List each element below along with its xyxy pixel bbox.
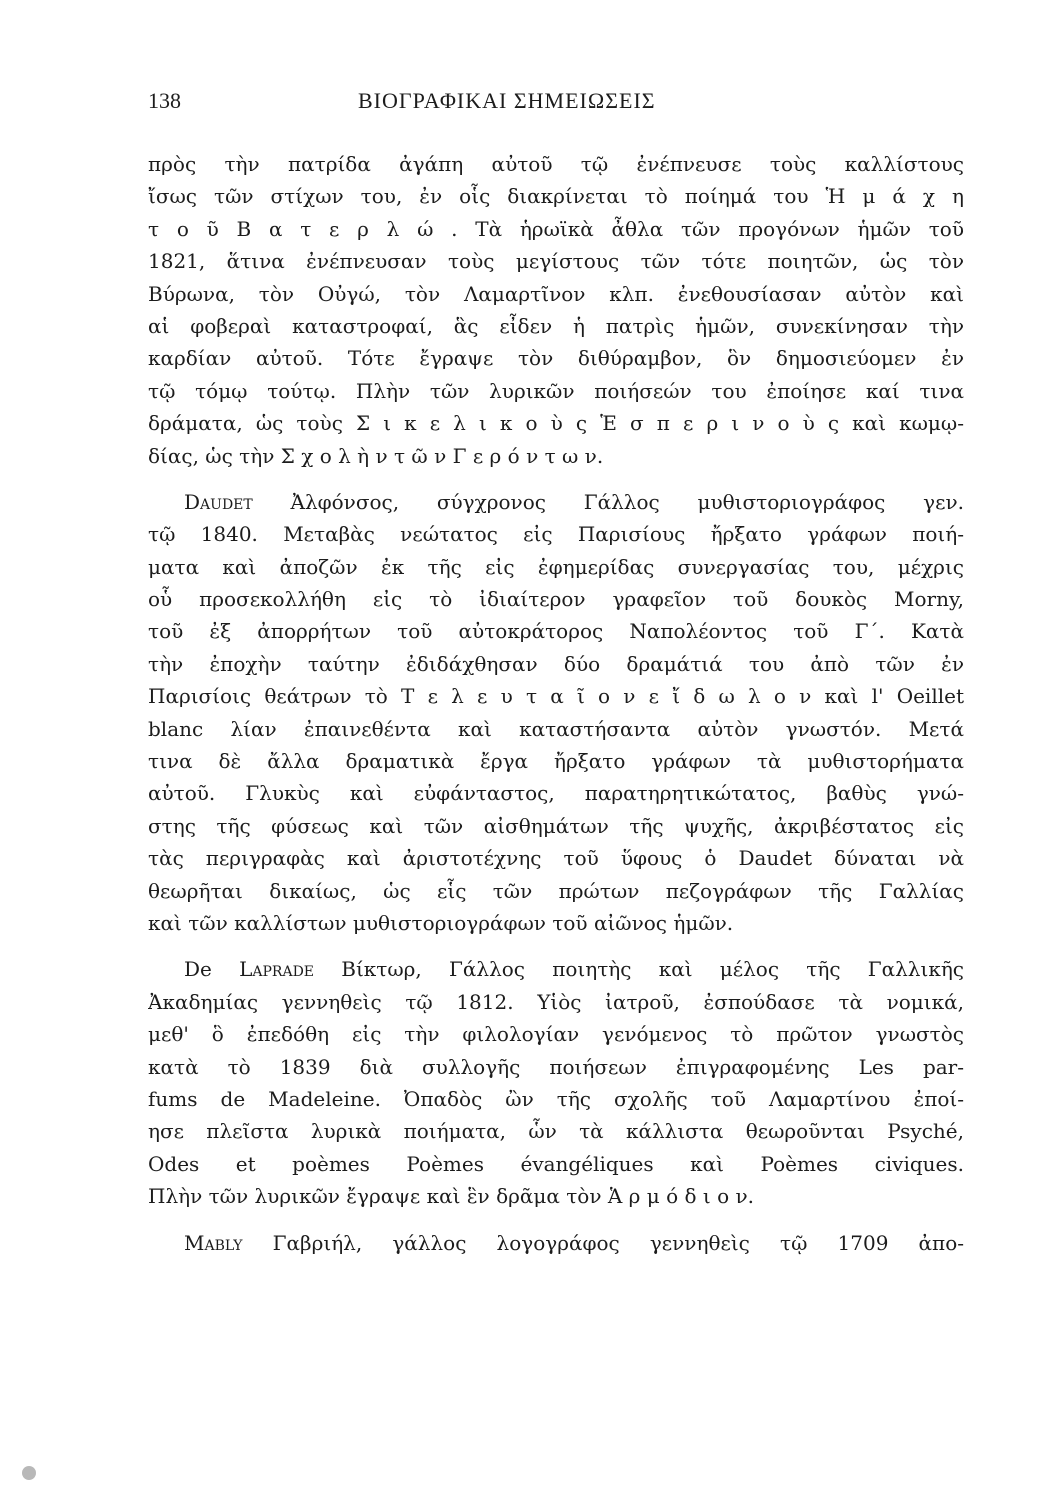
text-line: καρδίαν αὐτοῦ. Τότε ἔγραψε τὸν διθύραμβον, ὃν δημοσιεύομεν ἐν (148, 346, 964, 371)
entry-name: Laprade (239, 957, 315, 982)
entry-first-line-text: Γαβριήλ, γάλλος λογογράφος γεννηθεὶς τῷ 1709 ἀπο- (242, 1230, 964, 1255)
entry-daudet (148, 486, 964, 939)
entry-mably (148, 1227, 964, 1259)
text-line: μεθ' ὃ ἐπεδόθη εἰς τὴν φιλολογίαν γενόμενος τὸ πρῶτον γνωστὸς (148, 1022, 964, 1047)
text-line: Πλὴν τῶν λυρικῶν ἔγραψε καὶ ἓν δρᾶμα τὸν Ἁ ρ μ ό δ ι ο ν. (148, 1184, 755, 1209)
text-line: οὗ προσεκολλήθη εἰς τὸ ἰδιαίτερον γραφεῖον τοῦ δουκὸς Morny, (148, 587, 964, 612)
entry-laprade (148, 953, 964, 1212)
text-line: τοῦ ἐξ ἀπορρήτων τοῦ αὐτοκράτορος Ναπολέοντος τοῦ Γ΄. Κατὰ (148, 619, 964, 644)
text-line: ματα καὶ ἀποζῶν ἐκ τῆς εἰς ἐφημερίδας συνεργασίας του, μέχρις (148, 554, 964, 579)
entry-first-line-text: Ἀλφόνσος, σύγχρονος Γάλλος μυθιστοριογράφος γεν. (252, 489, 964, 514)
entry-first-line (148, 1227, 964, 1259)
text-line: αἱ φοβεραὶ καταστροφαί, ἃς εἶδεν ἡ πατρὶς ἡμῶν, συνεκίνησαν τὴν (148, 313, 964, 338)
entry-name: Daudet (184, 489, 253, 514)
entry-first-line (148, 953, 964, 985)
text-line: τινα δὲ ἄλλα δραματικὰ ἔργα ἤρξατο γράφων τὰ μυθιστορήματα (148, 749, 964, 774)
entry-name-prefix: De (184, 957, 240, 982)
text-line: τὴν ἐποχὴν ταύτην ἐδιδάχθησαν δύο δραμάτιά του ἀπὸ τῶν ἐν (148, 651, 964, 676)
entry-first-line-text: Βίκτωρ, Γάλλος ποιητὴς καὶ μέλος τῆς Γαλλικῆς (314, 957, 964, 982)
text-line: Παρισίοις θεάτρων τὸ Τ ε λ ε υ τ α ῖ ο ν ε ἴ δ ω λ ο ν καὶ l' Oeillet (148, 684, 964, 709)
text-line: ησε πλεῖστα λυρικὰ ποιήματα, ὧν τὰ κάλλιστα θεωροῦνται Psyché, (148, 1119, 964, 1144)
text-line: καὶ τῶν καλλίστων μυθιστοριογράφων τοῦ αἰῶνος ἡμῶν. (148, 910, 734, 935)
paragraph-continuation (148, 148, 964, 472)
text-line: blanc λίαν ἐπαινεθέντα καὶ καταστήσαντα αὐτὸν γνωστόν. Μετά (148, 716, 964, 741)
page-body (148, 148, 964, 1259)
text-line: δράματα, ὡς τοὺς Σ ι κ ε λ ι κ ο ὺ ς Ἑ σ π ε ρ ι ν ο ὺ ς καὶ κωμῳ- (148, 411, 964, 436)
running-title: ΒΙΟΓΡΑΦΙΚΑΙ ΣΗΜΕΙΩΣΕΙΣ (358, 88, 656, 113)
text-line: τῷ τόμῳ τούτῳ. Πλὴν τῶν λυρικῶν ποιήσεών του ἐποίησε καί τινα (148, 378, 964, 403)
page-number: 138 (148, 88, 181, 113)
page-header (148, 88, 968, 128)
text-line: Βύρωνα, τὸν Οὐγώ, τὸν Λαμαρτῖνον κλπ. ἐνεθουσίασαν αὐτὸν καὶ (148, 281, 964, 306)
text-line: πρὸς τὴν πατρίδα ἀγάπη αὐτοῦ τῷ ἐνέπνευσε τοὺς καλλίστους (148, 152, 964, 176)
text-line: αὐτοῦ. Γλυκὺς καὶ εὐφάνταστος, παρατηρητικώτατος, βαθὺς γνώ- (148, 781, 964, 806)
text-line: τῷ 1840. Μεταβὰς νεώτατος εἰς Παρισίους ἤρξατο γράφων ποιή- (148, 522, 964, 547)
text-line: κατὰ τὸ 1839 διὰ συλλογῆς ποιήσεων ἐπιγραφομένης Les par- (148, 1054, 964, 1079)
text-line: δίας, ὡς τὴν Σ χ ο λ ὴ ν τ ῶ ν Γ ε ρ ό ν τ ω ν. (148, 443, 604, 468)
text-line: Ἀκαδημίας γεννηθεὶς τῷ 1812. Υἱὸς ἰατροῦ, ἐσπούδασε τὰ νομικά, (148, 989, 964, 1014)
entry-name: Mably (184, 1230, 243, 1255)
text-line: θεωρῆται δικαίως, ὡς εἷς τῶν πρώτων πεζογράφων τῆς Γαλλίας (148, 878, 964, 903)
scan-mark-icon (22, 1466, 36, 1480)
text-line: τ ο ῦ Β α τ ε ρ λ ώ . Τὰ ἡρωϊκὰ ἆθλα τῶν προγόνων ἡμῶν τοῦ (148, 216, 964, 241)
text-line: 1821, ἅτινα ἐνέπνευσαν τοὺς μεγίστους τῶν τότε ποιητῶν, ὡς τὸν (148, 249, 964, 274)
text-line: ἴσως τῶν στίχων του, ἐν οἷς διακρίνεται τὸ ποίημά του Ἡ μ ά χ η (148, 184, 964, 209)
entry-first-line (148, 486, 964, 518)
text-line: fums de Madeleine. Ὀπαδὸς ὢν τῆς σχολῆς τοῦ Λαμαρτίνου ἐποί- (148, 1086, 964, 1111)
text-line: στης τῆς φύσεως καὶ τῶν αἰσθημάτων τῆς ψυχῆς, ἀκριβέστατος εἰς (148, 813, 964, 838)
text-line: τὰς περιγραφὰς καὶ ἀριστοτέχνης τοῦ ὕφους ὁ Daudet δύναται νὰ (148, 846, 964, 871)
text-line: Odes et poèmes Poèmes évangéliques καὶ Poèmes civiques. (148, 1151, 964, 1176)
